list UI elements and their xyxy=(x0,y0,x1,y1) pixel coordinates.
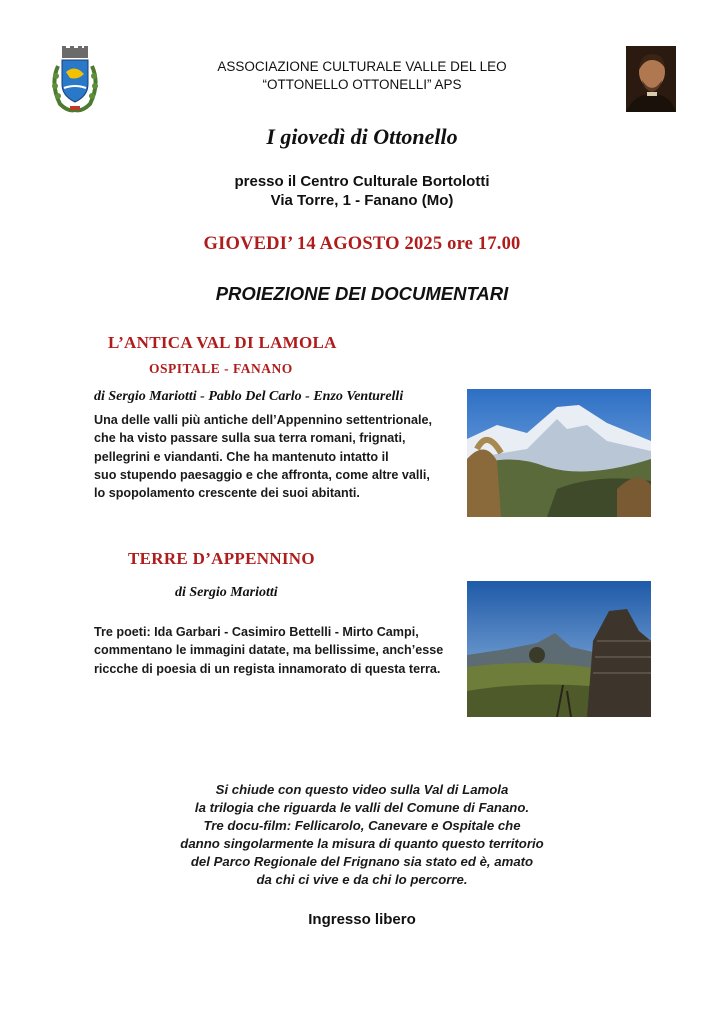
closing-line: da chi ci vive e da chi lo percorre. xyxy=(256,872,468,887)
venue-line1: presso il Centro Culturale Bortolotti xyxy=(234,173,490,190)
doc1-description-line: pellegrini e viandanti. Che ha mantenuto intatto il xyxy=(94,449,389,464)
snowy-mountain-photo xyxy=(467,389,651,517)
doc1-subtitle: OSPITALE - FANANO xyxy=(149,361,293,376)
doc1-description-line: Una delle valli più antiche dell’Appennino settentrionale, xyxy=(94,413,432,427)
doc1-authors: di Sergio Mariotti - Pablo Del Carlo - Enzo Venturelli xyxy=(94,389,404,404)
series-title: I giovedì di Ottonello xyxy=(266,124,458,149)
doc1-description-line: lo spopolamento crescente dei suoi abitanti. xyxy=(94,486,360,501)
closing-line: Si chiude con questo video sulla Val di Lamola xyxy=(215,782,509,797)
entry-note: Ingresso libero xyxy=(308,911,416,928)
closing-line: Tre docu-film: Fellicarolo, Canevare e Ospitale che xyxy=(203,818,521,833)
closing-text xyxy=(120,781,604,889)
section-heading: PROIEZIONE DEI DOCUMENTARI xyxy=(215,283,509,304)
closing-line: danno singolarmente la misura di quanto questo territorio xyxy=(180,836,544,851)
doc1-description-line: che ha visto passare sulla sua terra romani, frignati, xyxy=(94,431,406,446)
closing-line: del Parco Regionale del Frignano sia stato ed è, amato xyxy=(190,854,534,869)
doc2-description-line: Tre poeti: Ida Garbari - Casimiro Bettelli - Mirto Campi, xyxy=(94,625,419,639)
doc2-description xyxy=(94,623,464,678)
closing-line: la trilogia che riguarda le valli del Comune di Fanano. xyxy=(194,800,530,815)
doc2-authors: di Sergio Mariotti xyxy=(175,585,278,600)
event-date-time: GIOVEDI’ 14 AGOSTO 2025 ore 17.00 xyxy=(203,234,521,254)
doc1-description-line: suo stupendo paesaggio e che affronta, come altre valli, xyxy=(94,467,430,482)
mountain-barn-photo xyxy=(467,581,651,717)
org-name-line2: “OTTONELLO OTTONELLI” APS xyxy=(262,77,462,92)
org-name-line1: ASSOCIAZIONE CULTURALE VALLE DEL LEO xyxy=(217,59,507,74)
doc2-description-line: commentano le immagini datate, ma bellissime, anch’esse xyxy=(94,643,444,658)
coat-of-arms-icon xyxy=(48,44,102,114)
doc2-description-line: riccche di poesia di un regista innamorato di questa terra. xyxy=(94,661,441,676)
doc2-title: TERRE D’APPENNINO xyxy=(128,549,315,568)
portrait-photo xyxy=(626,46,676,112)
doc1-description xyxy=(94,411,464,502)
venue-line2: Via Torre, 1 - Fanano (Mo) xyxy=(270,192,454,209)
doc1-title: L’ANTICA VAL DI LAMOLA xyxy=(108,333,337,352)
